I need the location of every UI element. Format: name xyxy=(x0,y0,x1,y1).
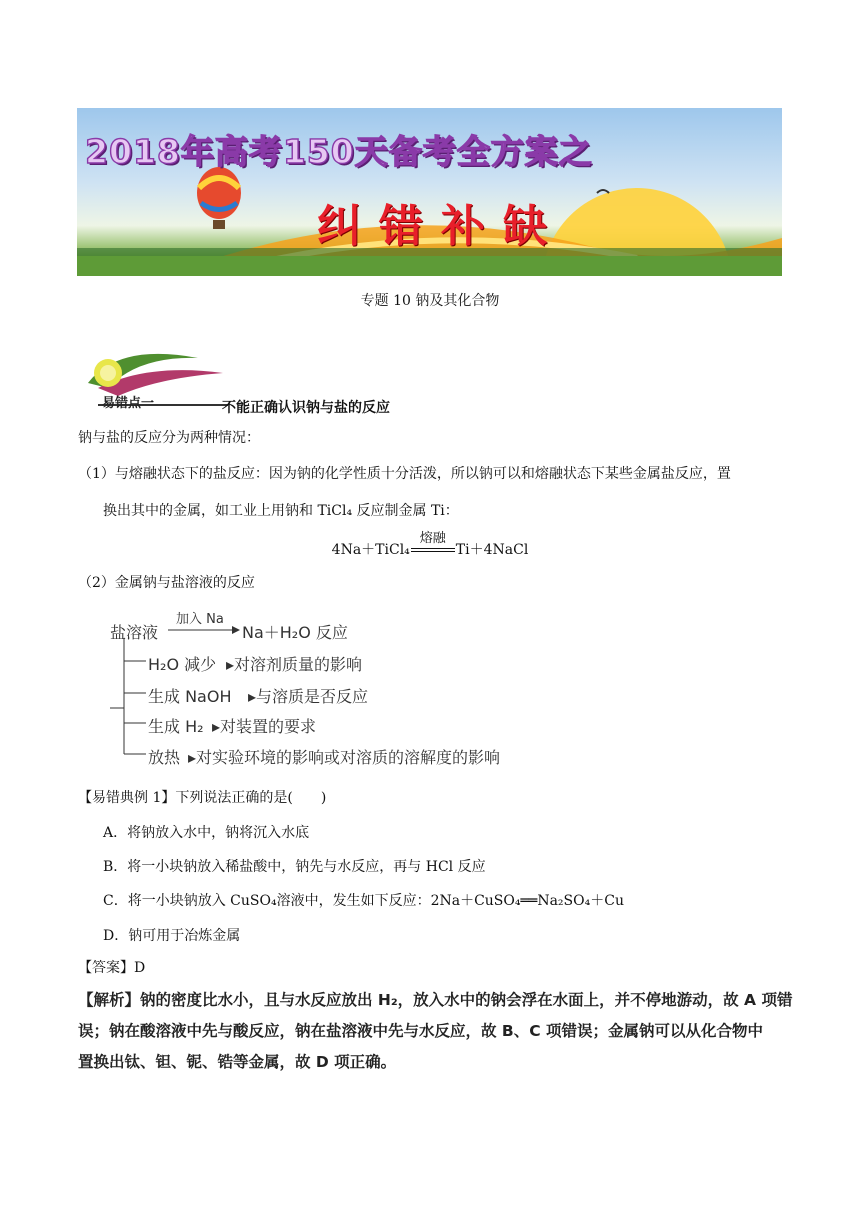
banner-subtitle: 纠错补缺 xyxy=(317,201,565,252)
analysis-line: 置换出钛、钽、铌、锆等金属，故 D 项正确。 xyxy=(78,1053,397,1071)
case1-line2: 换出其中的金属，如工业上用钠和 TiCl₄ 反应制金属 Ti： xyxy=(103,503,459,519)
balloon-icon xyxy=(197,167,241,229)
flow-start: 盐溶液 xyxy=(110,623,159,642)
example-prompt: 【易错典例 1】下列说法正确的是( ) xyxy=(78,790,327,806)
case2-heading: （2）金属钠与盐溶液的反应 xyxy=(78,575,255,591)
header-banner xyxy=(77,108,782,276)
flow-branch-effect: ▸对溶剂质量的影响 xyxy=(226,655,363,674)
answer: 【答案】D xyxy=(78,960,146,976)
flow-branch-cause: 生成 H₂ xyxy=(148,717,204,736)
flow-branch-effect: ▸对实验环境的影响或对溶质的溶解度的影响 xyxy=(188,748,501,767)
flow-arrow-label: 加入 Na xyxy=(176,612,224,627)
option-b: B．将一小块钠放入稀盐酸中，钠先与水反应，再与 HCl 反应 xyxy=(103,859,486,875)
option-c: C．将一小块钠放入 CuSO₄溶液中，发生如下反应：2Na＋CuSO₄══Na₂SO₄＋Cu xyxy=(103,893,624,909)
analysis-line: 误；钠在酸溶液中先与酸反应，钠在盐溶液中先与水反应，故 B、C 项错误；金属钠可以从化合物中 xyxy=(78,1022,763,1040)
flowchart xyxy=(110,608,550,778)
flow-branch-cause: 放热 xyxy=(148,748,181,767)
analysis-line: 【解析】钠的密度比水小，且与水反应放出 H₂，放入水中的钠会浮在水面上，并不停地游动，故 A 项错 xyxy=(78,991,793,1009)
section-heading: 不能正确认识钠与盐的反应 xyxy=(222,400,390,416)
flow-branch-cause: H₂O 减少 xyxy=(148,655,217,674)
flow-branch-effect: ▸与溶质是否反应 xyxy=(248,687,369,706)
flow-result: Na＋H₂O 反应 xyxy=(242,623,348,642)
section-logo-label: 易错点一 xyxy=(102,396,155,411)
equation-left: 4Na＋TiCl₄ xyxy=(331,542,410,558)
flow-branch-cause: 生成 NaOH xyxy=(148,687,232,706)
case1-line1: （1）与熔融状态下的盐反应：因为钠的化学性质十分活泼，所以钠可以和熔融状态下某些金属盐反应，置 xyxy=(78,466,731,482)
reaction-equation xyxy=(0,531,860,559)
option-a: A．将钠放入水中，钠将沉入水底 xyxy=(103,825,310,841)
topic-title: 专题 10 钠及其化合物 xyxy=(360,293,500,309)
option-d: D．钠可用于冶炼金属 xyxy=(103,928,241,944)
flow-branch-effect: ▸对装置的要求 xyxy=(212,717,317,736)
equation-right: Ti＋4NaCl xyxy=(455,542,529,558)
equation-condition: 熔融 xyxy=(419,531,446,546)
double-arrow xyxy=(411,548,455,552)
intro-text: 钠与盐的反应分为两种情况： xyxy=(78,430,260,446)
banner-title: 2018年高考150天备考全方案之 xyxy=(85,132,593,171)
